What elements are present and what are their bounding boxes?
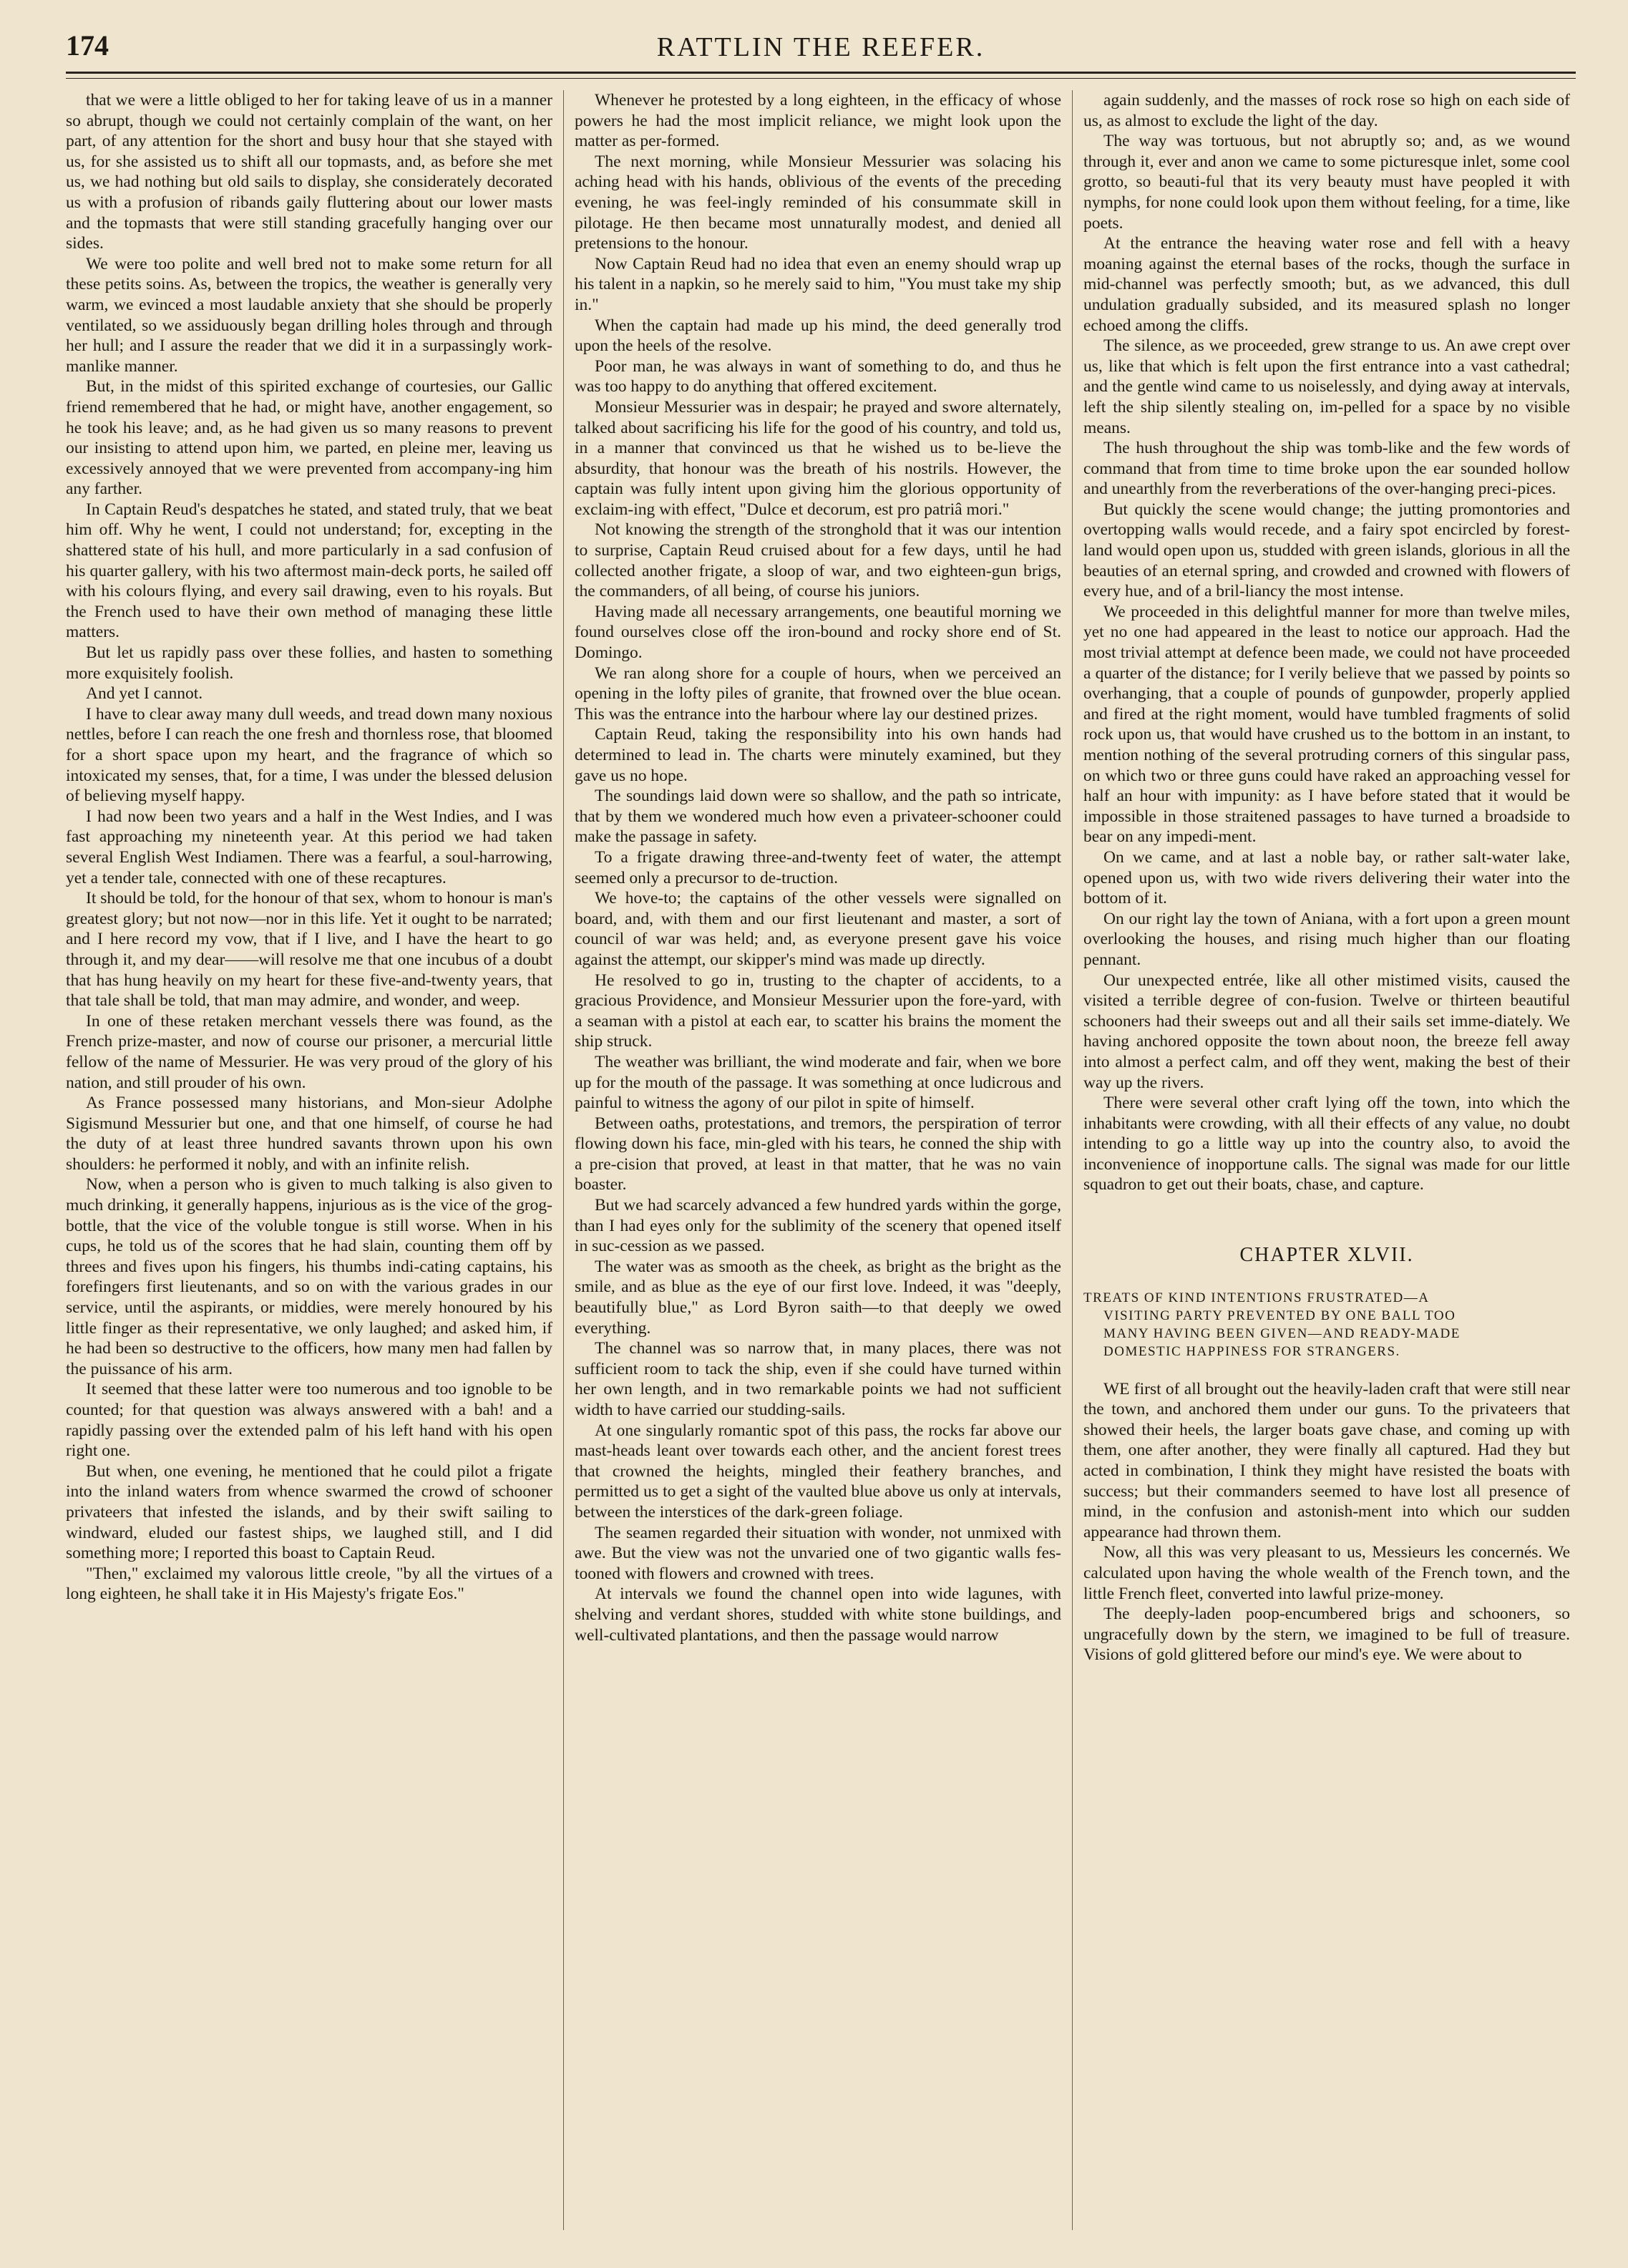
paragraph: I have to clear away many dull weeds, and tread down many noxious nettles, before I can reach the one fresh and thornless rose, that bloomed for a short space upon my heart, and the fragrance of which so intoxicated my senses, that, for a time, I was under the blessed delusion of believing myself happy. [66, 704, 552, 806]
paragraph: And yet I cannot. [86, 684, 203, 704]
paragraph: that we were a little obliged to her for taking leave of us in a manner so abrupt, though we could not certainly complain of the want, on her part, of any attention for the short and busy hour that she stayed with us, for she assisted us to shift all our topmasts, and, as before she met us, we had nothing but old sails to display, she considerately decorated us with a profusion of ribands gaily fluttering about our lower masts and the topmasts that were still standing gracefully hanging over our sides. [66, 91, 552, 253]
chapter-text [1083, 1379, 1570, 1665]
paragraph: As France possessed many historians, and Mon-sieur Adolphe Sigismund Messurier but one, and that one himself, of course he had the duty of at least three hundred savants thrown upon his own shoulders: he performed it nobly, and with an infinite relish. [66, 1094, 552, 1174]
page-header [66, 29, 1576, 66]
paragraph: Between oaths, protestations, and tremors, the perspiration of terror flowing down his face, min-gled with his tears, he conned the ship with a pre-cision that proved, at least in that matter, that he was no vain boaster. [575, 1114, 1061, 1194]
chapter-title: CHAPTER XLVII. [1239, 1244, 1414, 1267]
paragraph: The water was as smooth as the cheek, as bright as the bright as the smile, and as blue as the eye of our first love. Indeed, it was "deeply, beautifully blue," as Lord Byron saith—to that deeply we owed everything. [575, 1257, 1061, 1338]
paragraph: Captain Reud, taking the responsibility into his own hands had determined to lead in. The charts were minutely examined, but they gave us no hope. [575, 725, 1061, 785]
summary-line: VISITING PARTY PREVENTED BY ONE BALL TOO [1103, 1308, 1456, 1323]
paragraph: But when, one evening, he mentioned that he could pilot a frigate into the inland waters from whence swarmed the crowd of schooner privateers that infested the islands, and by their swift sailing to windward, eluded our fastest ships, we laughed still, and I did something more; I reported this boast to Captain Reud. [66, 1461, 552, 1563]
column-divider [563, 90, 564, 2230]
paragraph: Monsieur Messurier was in despair; he prayed and swore alternately, talked about sacrificing his life for the good of his country, and told us, in a manner that convinced us that he wished us to be-lieve the absurdity, that honour was the breath of his nostrils. However, the captain was fully intent upon giving him the glorious opportunity of exclaim-ing with effect, "Dulce et decorum, est pro patriâ mori." [575, 397, 1061, 519]
paragraph: But we had scarcely advanced a few hundred yards within the gorge, than I had eyes only for the sublimity of the scenery that opened itself in suc-cession as we passed. [575, 1196, 1061, 1256]
page-number: 174 [66, 29, 109, 62]
paragraph: The deeply-laden poop-encumbered brigs and schooners, so ungracefully down by the stern, we imagined to be full of treasure. Visions of gold glittered before our mind's eye. We were about to [1083, 1605, 1570, 1665]
paragraph: We hove-to; the captains of the other vessels were signalled on board, and, with them and our first lieutenant and master, a sort of council of war was held; and, as everyone present gave his voice against the attempt, our skipper's mind was made up directly. [575, 889, 1061, 969]
paragraph: Now, when a person who is given to much talking is also given to much drinking, it generally happens, injurious as is the vice of the grog-bottle, that the vice of the voluble tongue is still worse. When in his cups, he told us of the scores that he had slain, counting them off by threes and fives upon his fingers, his thumbs indi-cating captains, his forefingers first lieutenants, and so on with the various grades in our service, until the aspirants, or middies, were merely honoured by his little finger as their representative, we only laughed; and asked him, if he had been so destructive to the officers, how many men had fallen by the puissance of his arm. [66, 1175, 552, 1378]
column-3-text [1083, 90, 1570, 1195]
paragraph: The weather was brilliant, the wind moderate and fair, when we bore up for the mouth of the passage. It was something at once ludicrous and painful to witness the agony of our pilot in spite of himself. [575, 1052, 1061, 1113]
paragraph: On our right lay the town of Aniana, with a fort upon a green mount overlooking the houses, and rising much higher than our floating pennant. [1083, 909, 1570, 969]
paragraph: On we came, and at last a noble bay, or rather salt-water lake, opened upon us, with two wide rivers delivering their water into the bottom of it. [1083, 847, 1570, 908]
paragraph: In one of these retaken merchant vessels there was found, as the French prize-master, and now of course our prisoner, a mercurial little fellow of the name of Messurier. He was very proud of the glory of his nation, and still prouder of his own. [66, 1011, 552, 1092]
chapter-summary [1083, 1289, 1570, 1361]
paragraph: But quickly the scene would change; the jutting promontories and overtopping walls would recede, and a fairy spot encircled by forest-land would open upon us, studded with green islands, glorious in all the beauties of an eternal spring, and crowded and crowned with flowers of every hue, and of a bril-liancy the most intense. [1083, 500, 1570, 601]
paragraph: When the captain had made up his mind, the deed generally trod upon the heels of the resolve. [575, 316, 1061, 356]
paragraph: But let us rapidly pass over these follies, and hasten to something more exquisitely foolish. [66, 643, 552, 683]
paragraph: The seamen regarded their situation with wonder, not unmixed with awe. But the view was not the unvaried one of two gigantic walls fes-tooned with flowers and crowned with trees. [575, 1523, 1061, 1583]
paragraph: It should be told, for the honour of that sex, whom to honour is man's greatest glory; but not now—nor in this life. Yet it ought to be narrated; and I here record my vow, that if I live, and I have the heart to go through it, and my dear——will resolve me that one incubus of a doubt that has hung heavily on my heart for these five-and-twenty years, that that tale shall be told, that man may admire, and wonder, and weep. [66, 889, 552, 1011]
header-rule-thin [66, 78, 1576, 79]
header-rule [66, 72, 1576, 74]
paragraph: The next morning, while Monsieur Messurier was solacing his aching head with his hands, oblivious of the events of the preceding evening, he was feel-ingly reminded of his consummate skill in pilotage. He then became most unnaturally modest, and denied all pretensions to the honour. [575, 152, 1061, 253]
paragraph: WE first of all brought out the heavily-laden craft that were still near the town, and anchored them under our guns. To the privateers that showed their heels, the larger boats gave chase, and coming up with them, one after another, they were finally all captured. Had they but acted in combination, I think they might have resisted the boats with success; but their commanders seemed to have lost all presence of mind, in the confusion and astonish-ment into which our sudden appearance had thrown them. [1083, 1379, 1570, 1542]
paragraph: The soundings laid down were so shallow, and the path so intricate, that by them we wondered much how even a privateer-schooner could make the passage in safety. [575, 787, 1061, 847]
paragraph: Our unexpected entrée, like all other mistimed visits, caused the visited a terrible degree of con-fusion. Twelve or thirteen beautiful schooners had their sweeps out and all their sails set imme-diately. We having anchored opposite the town about noon, the breeze fell away into almost a perfect calm, and off they went, making the best of their way up the rivers. [1083, 970, 1570, 1092]
column-divider [1072, 90, 1073, 2230]
paragraph: Now Captain Reud had no idea that even an enemy should wrap up his talent in a napkin, so he merely said to him, "You must take my ship in." [575, 254, 1061, 314]
paragraph: To a frigate drawing three-and-twenty feet of water, the attempt seemed only a precursor to de-truction. [575, 847, 1061, 887]
paragraph: Not knowing the strength of the stronghold that it was our intention to surprise, Captain Reud cruised about for a few days, until he had collected another frigate, a sloop of war, and two eighteen-gun brigs, the commanders, of all being, of course his juniors. [575, 520, 1061, 601]
paragraph: At one singularly romantic spot of this pass, the rocks far above our mast-heads leant over towards each other, and the ancient forest trees that crowned the heights, mingled their feathery branches, and permitted us to get a sight of the vaulted blue above us only at intervals, between the interstices of the dark-green foliage. [575, 1421, 1061, 1522]
paragraph: The channel was so narrow that, in many places, there was not sufficient room to tack the ship, even if she could have turned within her own length, and in two remarkable points we had not sufficient width to have carried our studding-sails. [575, 1339, 1061, 1419]
paragraph: At the entrance the heaving water rose and fell with a heavy moaning against the eternal bases of the rocks, though the surface in mid-channel was perfectly smooth; but, as we advanced, this dull undulation gradually subsided, and its measured splash no longer echoed among the cliffs. [1083, 234, 1570, 335]
paragraph: We ran along shore for a couple of hours, when we perceived an opening in the lofty piles of granite, that frowned over the blue ocean. This was the entrance into the harbour where lay our destined prizes. [575, 663, 1061, 724]
paragraph: Now, all this was very pleasant to us, Messieurs les concernés. We calculated upon having the whole wealth of the French town, and the little French fleet, converted into lawful prize-money. [1083, 1543, 1570, 1603]
paragraph: Whenever he protested by a long eighteen, in the efficacy of whose powers he had the most implicit reliance, we might look upon the matter as per-formed. [575, 91, 1061, 151]
paragraph: Having made all necessary arrangements, one beautiful morning we found ourselves close off the iron-bound and rocky shore end of St. Domingo. [575, 602, 1061, 663]
paragraph: again suddenly, and the masses of rock rose so high on each side of us, as almost to exclude the light of the day. [1083, 91, 1570, 130]
paragraph: Poor man, he was always in want of something to do, and thus he was too happy to do anything that offered excitement. [575, 356, 1061, 396]
paragraph: But, in the midst of this spirited exchange of courtesies, our Gallic friend remembered that he had, or might have, another engagement, so he took his leave; and, as he had given us so many reasons to prevent our insisting to attend upon him, we parted, en pleine mer, leaving us excessively annoyed that we were prevented from accompany-ing him any farther. [66, 377, 552, 499]
paragraph: I had now been two years and a half in the West Indies, and I was fast approaching my nineteenth year. At this period we had taken several English West Indiamen. There was a fearful, a soul-harrowing, yet a tender tale, connected with one of these recaptures. [66, 807, 552, 887]
summary-line: MANY HAVING BEEN GIVEN—AND READY-MADE [1103, 1325, 1461, 1341]
paragraph: The silence, as we proceeded, grew strange to us. An awe crept over us, like that which is felt upon the first entrance into a vast cathedral; and the gentle wind came to us noiselessly, and dying away at intervals, left the ship silently stealing on, im-pelled for a space by no visible means. [1083, 336, 1570, 437]
paragraph: The way was tortuous, but not abruptly so; and, as we wound through it, ever and anon we came to some picturesque inlet, some cool grotto, so beauti-ful that its very beauty must have peopled it with nymphs, for none could look upon them without feeling, for a time, like poets. [1083, 132, 1570, 233]
paragraph: He resolved to go in, trusting to the chapter of accidents, to a gracious Providence, and Monsieur Messurier upon the fore-yard, with a seaman with a pistol at each ear, to scatter his brains the moment the ship struck. [575, 970, 1061, 1051]
paragraph: The hush throughout the ship was tomb-like and the few words of command that from time to time broke upon the ear sounded hollow and unearthly from the reverberations of the over-hanging preci-pices. [1083, 439, 1570, 499]
paragraph: It seemed that these latter were too numerous and too ignoble to be counted; for that question was always answered with a bah! and a rapidly passing over the extended palm of his left hand with his open right one. [66, 1380, 552, 1461]
paragraph: At intervals we found the channel open into wide lagunes, with shelving and verdant shores, studded with white stone buildings, and well-cultivated plantations, and then the passage would narrow [575, 1585, 1061, 1645]
summary-line: TREATS OF KIND INTENTIONS FRUSTRATED—A [1083, 1290, 1430, 1305]
text-column-3 [1083, 90, 1570, 2241]
summary-line: DOMESTIC HAPPINESS FOR STRANGERS. [1103, 1343, 1400, 1359]
paragraph: We proceeded in this delightful manner for more than twelve miles, yet no one had appeared in the least to notice our approach. Had the most trivial attempt at defence been made, we could not have proceeded a quarter of the distance; for I verily believe that we passed by points so overhanging, that a couple of pounds of gunpowder, properly applied and fired at the right moment, would have tumbled fragments of solid rock upon us, that would have crushed us to the bottom in an instant, to mention nothing of the several protruding corners of this singular pass, on which two or three guns could have raked an approaching vessel for half an hour with impunity: as I have before stated that it would be impossible in those straitened passages to have turned a broadside to bear on any impedi-ment. [1083, 602, 1570, 847]
paragraph: There were several other craft lying off the town, into which the inhabitants were crowding, with all their effects of any value, no doubt intending to go a little way up into the country also, to avoid the inconvenience of inopportune calls. The signal was made for our little squadron to get out their boats, chase, and capture. [1083, 1094, 1570, 1194]
paragraph: In Captain Reud's despatches he stated, and stated truly, that we beat him off. Why he went, I could not understand; for, excepting in the shattered state of his hull, and more particularly in a sad confusion of his quarter gallery, with his two aftermost main-deck ports, he sailed off with his colours flying, and every sail drawing, even to his royals. But the French used to have their own method of managing these little matters. [66, 500, 552, 642]
paragraph: "Then," exclaimed my valorous little creole, "by all the virtues of a long eighteen, he shall take it in His Majesty's frigate Eos." [66, 1564, 552, 1604]
text-column-1 [66, 90, 552, 2241]
paragraph: We were too polite and well bred not to make some return for all these petits soins. As, between the tropics, the weather is generally very warm, we evinced a most laudable anxiety that she should be properly ventilated, so we assiduously began drilling holes through and through her hull; and I assure the reader that we did it in a surpassingly work-manlike manner. [66, 254, 552, 376]
running-title: RATTLIN THE REEFER. [656, 32, 985, 62]
text-column-2 [575, 90, 1061, 2241]
